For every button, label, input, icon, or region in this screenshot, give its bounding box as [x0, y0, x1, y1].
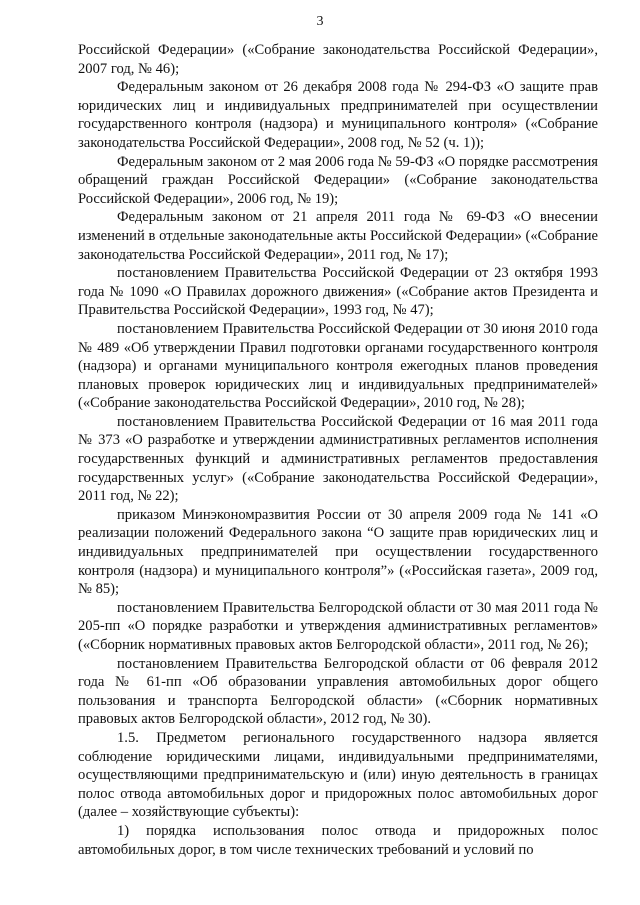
paragraph-resolution-373: постановлением Правительства Российской Федерации от 16 мая 2011 года № 373 «О разработке и утверждении административных регламентов исполнения государственных функций и административных регламентов предоставления государственных услуг» («Собрание законодательства Российской Федерации», 2011 год, № 22); — [78, 413, 598, 505]
paragraph-resolution-1090: постановлением Правительства Российской Федерации от 23 октября 1993 года № 1090 «О Правилах дорожного движения» («Собрание актов Президента и Правительства Российской Федерации», 1993 год, № 47); — [78, 265, 598, 319]
paragraph-continuation: Российской Федерации» («Собрание законодательства Российской Федерации», 2007 год, № 46); — [78, 42, 598, 77]
paragraph-federal-law-59: Федеральным законом от 2 мая 2006 года № 59-ФЗ «О порядке рассмотрения обращений граждан Российской Федерации» («Собрание законодательства Российской Федерации», 2006 год, № 19); — [78, 153, 598, 207]
paragraph-resolution-489: постановлением Правительства Российской Федерации от 30 июня 2010 года № 489 «Об утверждении Правил подготовки органами государственного контроля (надзора) и органами муниципального контроля ежегодных планов проведения плановых проверок юридических лиц и индивидуальных предпринимателей» («Собрание законодательства Российской Федерации», 2010 год, № 28); — [78, 320, 598, 412]
page-number: 3 — [316, 14, 324, 29]
paragraph-section-1-5: 1.5. Предметом регионального государственного надзора является соблюдение юридическими лицами, индивидуальными предпринимателями, осуществляющими предпринимательскую и (или) иную деятельность в границах полос отвода автомобильных дорог и придорожных полос автомобильных дорог (далее – хозяйствующие субъекты): — [78, 729, 598, 821]
paragraph-regional-resolution-205: постановлением Правительства Белгородской области от 30 мая 2011 года № 205-пп «О порядке разработки и утверждения административных регламентов» («Сборник нормативных правовых актов Белгородской области», 2011 год, № 26); — [78, 599, 598, 653]
document-body — [78, 41, 598, 859]
paragraph-item-1: 1) порядка использования полос отвода и придорожных полос автомобильных дорог, в том числе технических требований и условий по — [78, 822, 598, 858]
paragraph-federal-law-294: Федеральным законом от 26 декабря 2008 года № 294-ФЗ «О защите прав юридических лиц и индивидуальных предпринимателей при осуществлении государственного контроля (надзора) и муниципального контроля» («Собрание законодательства Российской Федерации», 2008 год, № 52 (ч. 1)); — [78, 79, 598, 151]
paragraph-order-141: приказом Минэкономразвития России от 30 апреля 2009 года № 141 «О реализации положений Федерального закона “О защите прав юридических лиц и индивидуальных предпринимателей при осуществлении государственного контроля (надзора) и муниципального контроля”» («Российская газета», 2009 год, № 85); — [78, 506, 598, 598]
paragraph-federal-law-69: Федеральным законом от 21 апреля 2011 года № 69-ФЗ «О внесении изменений в отдельные законодательные акты Российской Федерации» («Собрание законодательства Российской Федерации», 2011 год, № 17); — [78, 209, 598, 263]
paragraph-regional-resolution-61: постановлением Правительства Белгородской области от 06 февраля 2012 года № 61-пп «Об образовании управления автомобильных дорог общего пользования и транспорта Белгородской области» («Сборник нормативных правовых актов Белгородской области», 2012 год, № 30). — [78, 655, 598, 728]
